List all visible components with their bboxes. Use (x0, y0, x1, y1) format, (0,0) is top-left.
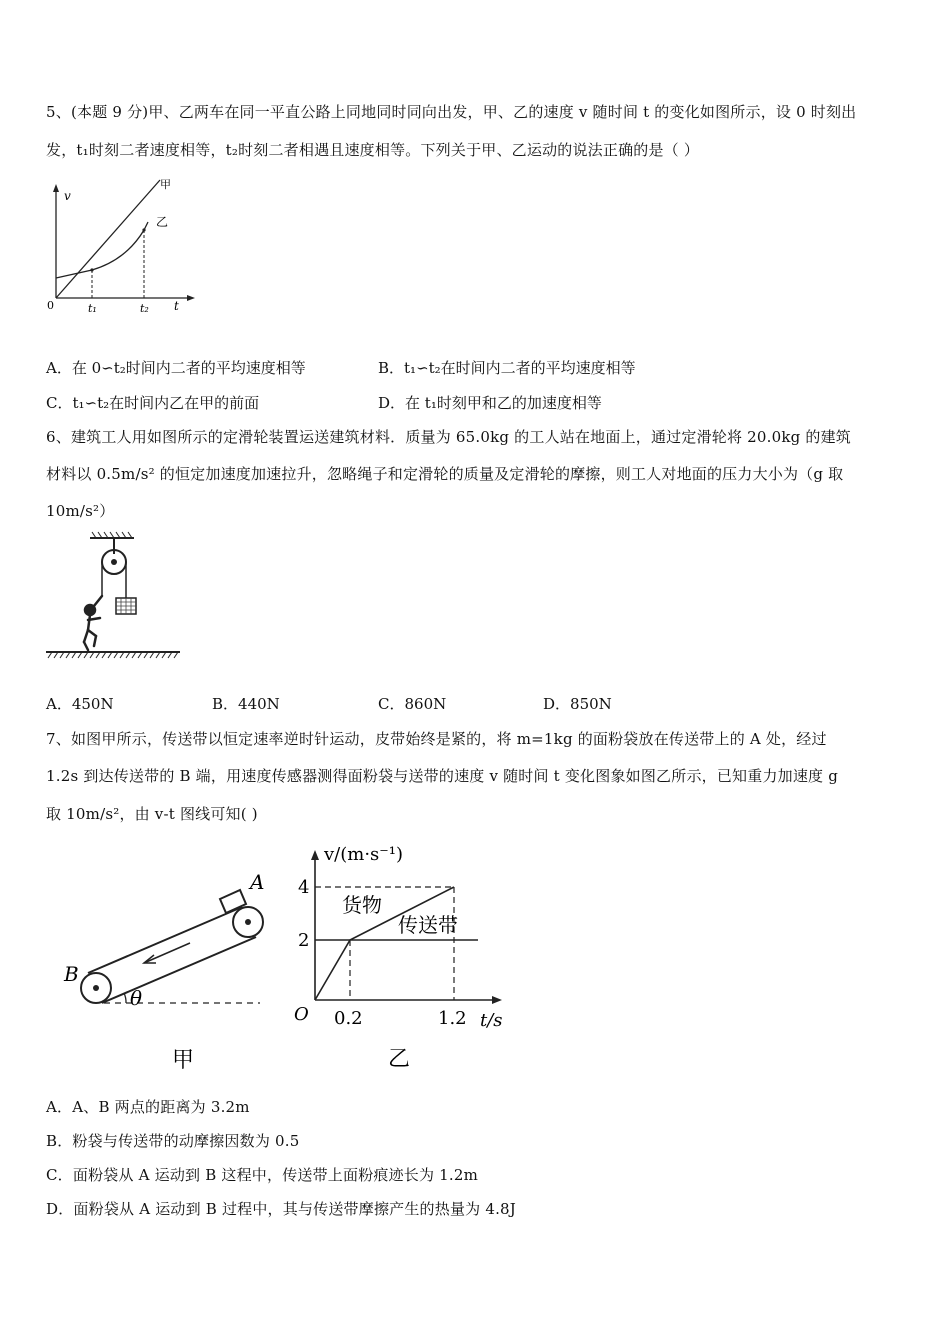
q5-v-axis-arrow (53, 184, 59, 192)
q7-conveyor-figure (60, 855, 290, 1085)
q7-label-belt: 传送带 (398, 913, 458, 937)
q7-label-jia: 甲 (172, 1048, 195, 1073)
q7-label-x02: 0.2 (334, 1008, 363, 1029)
q7-t-axis-arrow (492, 996, 502, 1004)
q7-goods-speed-line (315, 887, 454, 1000)
q7-label-xlabel: t/s (480, 1010, 503, 1031)
q7-label-x12: 1.2 (438, 1008, 467, 1029)
q7-stem-line1: 7、如图甲所示，传送带以恒定速率逆时针运动，皮带始终是紧的，将 m=1kg 的面粉袋放在传送带上的 A 处，经过 (46, 730, 827, 748)
q5-meet-point-t2 (142, 228, 145, 231)
q7-label-y2: 2 (298, 930, 310, 951)
q6-option-b: B．440N (212, 695, 280, 713)
q5-label-t1: t₁ (88, 302, 97, 315)
q5-option-b: B．t₁∽t₂在时间内二者的平均速度相等 (378, 359, 636, 377)
q6-worker-figure (84, 596, 102, 650)
q7-label-origin: O (294, 1004, 309, 1025)
q7-option-d: D．面粉袋从 A 运动到 B 过程中，其与传送带摩擦产生的热量为 4.8J (46, 1200, 516, 1218)
q5-option-a: A．在 0∽t₂时间内二者的平均速度相等 (46, 359, 306, 377)
q7-belt-top-edge (88, 907, 242, 973)
q6-pulley-figure (44, 530, 184, 660)
q5-stem-line2: 发，t₁时刻二者速度相等，t₂时刻二者相遇且速度相等。下列关于甲、乙运动的说法正确的是（ ） (46, 141, 700, 159)
q7-option-a: A．A、B 两点的距离为 3.2m (46, 1098, 250, 1116)
q5-t-axis-arrow (187, 295, 195, 301)
q5-label-v: v (64, 189, 71, 203)
q7-option-c: C．面粉袋从 A 运动到 B 这程中，传送带上面粉痕迹长为 1.2m (46, 1166, 479, 1184)
q5-label-origin: 0 (47, 299, 54, 312)
q7-label-y4: 4 (298, 877, 310, 898)
q5-option-c: C．t₁∽t₂在时间内乙在甲的前面 (46, 394, 260, 412)
q7-stem-line2: 1.2s 到达传送带的 B 端，用速度传感器测得面粉袋与送带的速度 v 随时间 t 变化图象如图乙所示，已知重力加速度 g (46, 767, 839, 785)
q7-v-axis-arrow (311, 850, 319, 860)
q7-label-yi: 乙 (388, 1047, 411, 1072)
q6-option-a: A．450N (46, 695, 114, 713)
q7-option-b: B．粉袋与传送带的动摩擦因数为 0.5 (46, 1132, 300, 1150)
q7-label-b: B (64, 962, 79, 986)
q7-label-goods: 货物 (342, 893, 382, 917)
q5-option-d: D．在 t₁时刻甲和乙的加速度相等 (378, 394, 602, 412)
q5-stem-line1: 5、(本题 9 分)甲、乙两车在同一平直公路上同地同时同向出发，甲、乙的速度 v 随时间 t 的变化如图所示，设 0 时刻出 (46, 103, 857, 121)
q5-label-t2: t₂ (140, 302, 149, 315)
q7-label-theta: θ (130, 986, 143, 1010)
q6-option-c: C．860N (378, 695, 447, 713)
q7-label-a: A (250, 870, 265, 894)
q7-angle-arc (124, 993, 126, 1003)
q5-label-yi: 乙 (156, 215, 169, 229)
q6-option-d: D．850N (543, 695, 612, 713)
q6-stem-line1: 6、建筑工人用如图所示的定滑轮装置运送建筑材料．质量为 65.0kg 的工人站在地面上，通过定滑轮将 20.0kg 的建筑 (46, 428, 851, 446)
q5-label-t: t (174, 299, 179, 313)
q6-stem-line2: 材料以 0.5m/s² 的恒定加速度加速拉升，忽略绳子和定滑轮的质量及定滑轮的摩擦，则工人对地面的压力大小为（g 取 (46, 465, 844, 483)
q5-label-jia: 甲 (160, 178, 171, 191)
q7-vt-graph (290, 840, 520, 1070)
q7-stem-line3: 取 10m/s²，由 v-t 图线可知( ) (46, 805, 258, 823)
q7-label-ylabel: v/(m·s⁻¹) (324, 844, 404, 865)
q5-meet-point-t1 (90, 268, 93, 271)
q7-belt-bottom-edge (102, 937, 256, 1003)
q6-stem-line3: 10m/s²） (46, 502, 115, 520)
q5-curve-yi (56, 222, 148, 278)
q5-vt-graph (46, 178, 196, 318)
